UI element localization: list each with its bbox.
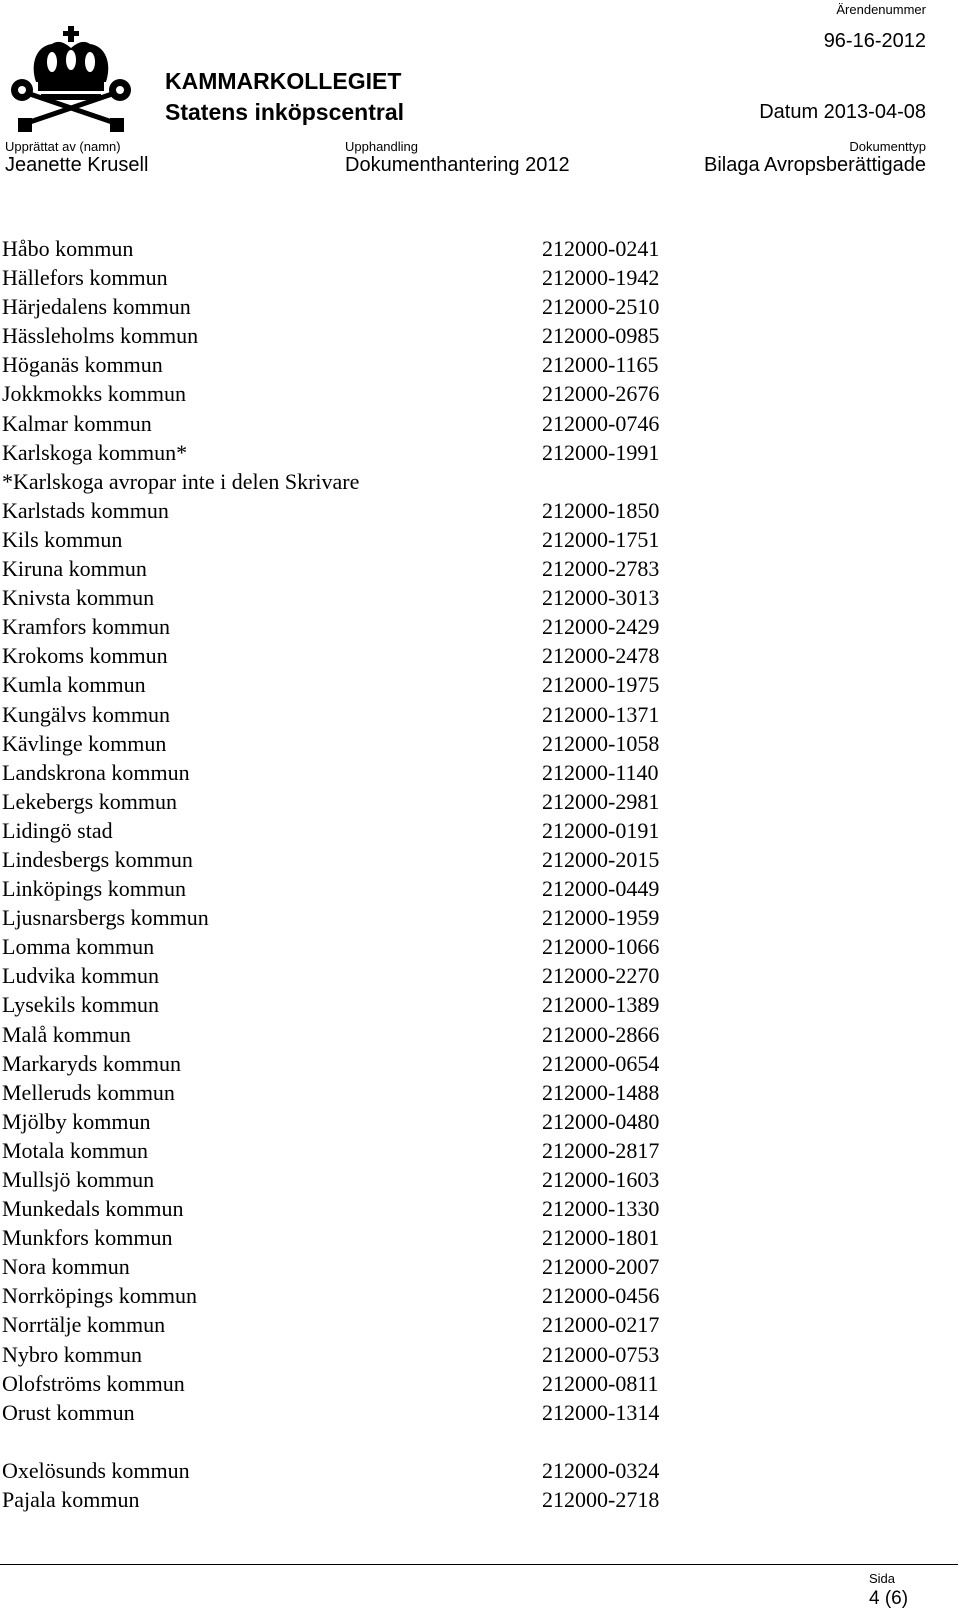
org-number: 212000-1751 xyxy=(542,526,660,552)
org-number: 212000-1165 xyxy=(542,352,659,378)
org-number: 212000-1959 xyxy=(542,905,660,931)
org-number: 212000-2981 xyxy=(542,788,660,814)
list-item xyxy=(2,847,702,876)
list-item xyxy=(2,498,702,527)
org-number: 212000-0746 xyxy=(542,410,660,436)
municipality-name: Kiruna kommun xyxy=(2,556,147,582)
org-number: 212000-0191 xyxy=(542,817,660,843)
municipality-name: Markaryds kommun xyxy=(2,1050,182,1076)
list-item xyxy=(2,992,702,1021)
municipality-name: Ljusnarsbergs kommun xyxy=(2,905,209,931)
list-item xyxy=(2,556,702,585)
list-item xyxy=(2,702,702,731)
municipality-name: Mjölby kommun xyxy=(2,1108,151,1134)
org-number: 212000-2007 xyxy=(542,1254,660,1280)
org-number: 212000-2015 xyxy=(542,846,660,872)
municipality-name: Håbo kommun xyxy=(2,236,134,261)
list-item xyxy=(2,236,702,265)
list-item xyxy=(2,440,702,469)
list-item xyxy=(2,1487,702,1516)
list-item xyxy=(2,323,702,352)
list-item xyxy=(2,643,702,672)
list-item xyxy=(2,381,702,410)
org-number: 212000-2510 xyxy=(542,294,660,320)
footer-divider xyxy=(0,1564,958,1565)
dokumenttyp-value: Bilaga Avropsberättigade xyxy=(703,154,926,176)
org-number: 212000-2478 xyxy=(542,643,660,669)
municipality-name: Melleruds kommun xyxy=(2,1079,175,1105)
municipality-name: Karlskoga kommun* xyxy=(2,439,188,465)
municipality-name: Motala kommun xyxy=(2,1137,149,1163)
municipality-name: Härjedalens kommun xyxy=(2,294,191,320)
org-number: 212000-1314 xyxy=(542,1399,660,1425)
list-item xyxy=(2,905,702,934)
municipality-name: Nora kommun xyxy=(2,1254,130,1280)
municipality-name: Höganäs kommun xyxy=(2,352,163,378)
org-number: 212000-1991 xyxy=(542,439,660,465)
org-number: 212000-1942 xyxy=(542,265,660,291)
municipality-name: Pajala kommun xyxy=(2,1486,140,1512)
arende-value: 96-16-2012 xyxy=(823,30,926,52)
municipality-name: Ludvika kommun xyxy=(2,963,160,989)
list-item xyxy=(2,1080,702,1109)
list-item xyxy=(2,294,702,323)
municipality-name: Krokoms kommun xyxy=(2,643,168,669)
org-number: 212000-0217 xyxy=(542,1312,660,1338)
municipality-name: Nybro kommun xyxy=(2,1341,142,1367)
municipality-name: Linköpings kommun xyxy=(2,876,186,902)
list-item xyxy=(2,731,702,760)
org-number: 212000-0753 xyxy=(542,1341,660,1367)
date-value: Datum 2013-04-08 xyxy=(759,101,926,123)
upprattat-value: Jeanette Krusell xyxy=(5,154,149,176)
org-number: 212000-0241 xyxy=(542,236,660,261)
org-subtitle: Statens inköpscentral xyxy=(165,99,405,125)
org-number: 212000-3013 xyxy=(542,585,660,611)
list-item xyxy=(2,1254,702,1283)
municipality-name: *Karlskoga avropar inte i delen Skrivare xyxy=(2,468,360,494)
org-number: 212000-1389 xyxy=(542,992,660,1018)
list-item xyxy=(2,352,702,381)
list-item xyxy=(2,585,702,614)
municipality-name: Lysekils kommun xyxy=(2,992,160,1018)
org-number: 212000-2718 xyxy=(542,1486,660,1512)
upphandling-value: Dokumenthantering 2012 xyxy=(345,154,570,176)
org-number: 212000-1603 xyxy=(542,1167,660,1192)
list-item xyxy=(2,411,702,440)
org-number: 212000-2783 xyxy=(542,556,660,582)
page-label: Sida xyxy=(869,1571,896,1586)
org-number: 212000-2676 xyxy=(542,381,660,407)
list-item xyxy=(2,1167,702,1196)
org-number: 212000-0449 xyxy=(542,876,660,902)
org-number: 212000-1066 xyxy=(542,934,660,960)
org-number: 212000-0654 xyxy=(542,1050,660,1076)
org-number: 212000-1140 xyxy=(542,759,659,785)
municipality-name: Munkedals kommun xyxy=(2,1196,184,1222)
org-number: 212000-0480 xyxy=(542,1108,660,1134)
list-item xyxy=(2,1138,702,1167)
municipality-name: Kramfors kommun xyxy=(2,614,171,640)
municipality-name: Munkfors kommun xyxy=(2,1225,173,1251)
org-number: 212000-0811 xyxy=(542,1370,659,1396)
org-number: 212000-1850 xyxy=(542,497,660,523)
list-item xyxy=(2,760,702,789)
upprattat-label: Upprättat av (namn) xyxy=(5,139,121,154)
municipality-list xyxy=(2,236,702,1516)
municipality-name: Kävlinge kommun xyxy=(2,730,167,756)
arende-label: Ärendenummer xyxy=(836,2,926,17)
municipality-name: Karlstads kommun xyxy=(2,497,169,523)
list-item xyxy=(2,818,702,847)
org-number: 212000-1801 xyxy=(542,1225,660,1251)
org-number: 212000-1975 xyxy=(542,672,660,698)
org-number: 212000-1058 xyxy=(542,730,660,756)
org-number: 212000-1371 xyxy=(542,701,660,727)
org-number: 212000-1488 xyxy=(542,1079,660,1105)
crown-keys-logo xyxy=(6,26,136,136)
municipality-name: Hällefors kommun xyxy=(2,265,168,291)
org-number: 212000-2429 xyxy=(542,614,660,640)
municipality-name: Landskrona kommun xyxy=(2,759,190,785)
list-item xyxy=(2,1400,702,1429)
municipality-name: Oxelösunds kommun xyxy=(2,1457,190,1483)
org-number: 212000-2817 xyxy=(542,1137,660,1163)
municipality-name: Lomma kommun xyxy=(2,934,155,960)
municipality-name: Jokkmokks kommun xyxy=(2,381,186,407)
org-number: 212000-2270 xyxy=(542,963,660,989)
municipality-name: Lidingö stad xyxy=(2,817,113,843)
list-item xyxy=(2,789,702,818)
org-number: 212000-2866 xyxy=(542,1021,660,1047)
municipality-name: Kumla kommun xyxy=(2,672,146,698)
municipality-name: Hässleholms kommun xyxy=(2,323,199,349)
list-item xyxy=(2,934,702,963)
list-item xyxy=(2,614,702,643)
municipality-name: Lindesbergs kommun xyxy=(2,846,193,872)
org-number: 212000-1330 xyxy=(542,1196,660,1222)
municipality-name: Mullsjö kommun xyxy=(2,1167,155,1192)
org-number: 212000-0324 xyxy=(542,1457,660,1483)
list-item xyxy=(2,1051,702,1080)
list-item xyxy=(2,527,702,556)
municipality-name: Norrköpings kommun xyxy=(2,1283,197,1309)
list-item xyxy=(2,1022,702,1051)
list-item xyxy=(2,1225,702,1254)
page-number: 4 (6) xyxy=(869,1588,909,1609)
list-item xyxy=(2,1109,702,1138)
municipality-name: Kalmar kommun xyxy=(2,410,152,436)
municipality-name: Lekebergs kommun xyxy=(2,788,177,814)
list-item xyxy=(2,1283,702,1312)
list-item xyxy=(2,963,702,992)
org-number: 212000-0456 xyxy=(542,1283,660,1309)
list-item xyxy=(2,1196,702,1225)
list-item xyxy=(2,1312,702,1341)
list-item xyxy=(2,265,702,294)
municipality-name: Knivsta kommun xyxy=(2,585,155,611)
list-item xyxy=(2,672,702,701)
municipality-name: Kungälvs kommun xyxy=(2,701,171,727)
municipality-name: Orust kommun xyxy=(2,1399,135,1425)
list-item xyxy=(2,1342,702,1371)
list-item xyxy=(2,876,702,905)
org-number: 212000-0985 xyxy=(542,323,660,349)
municipality-name: Kils kommun xyxy=(2,526,123,552)
org-name: KAMMARKOLLEGIET xyxy=(165,68,402,94)
upphandling-label: Upphandling xyxy=(345,139,419,154)
dokumenttyp-label: Dokumenttyp xyxy=(849,139,926,154)
municipality-name: Malå kommun xyxy=(2,1021,131,1047)
municipality-name: Olofströms kommun xyxy=(2,1370,185,1396)
list-item xyxy=(2,1458,702,1487)
list-item xyxy=(2,469,702,498)
list-item xyxy=(2,1371,702,1400)
municipality-name: Norrtälje kommun xyxy=(2,1312,166,1338)
